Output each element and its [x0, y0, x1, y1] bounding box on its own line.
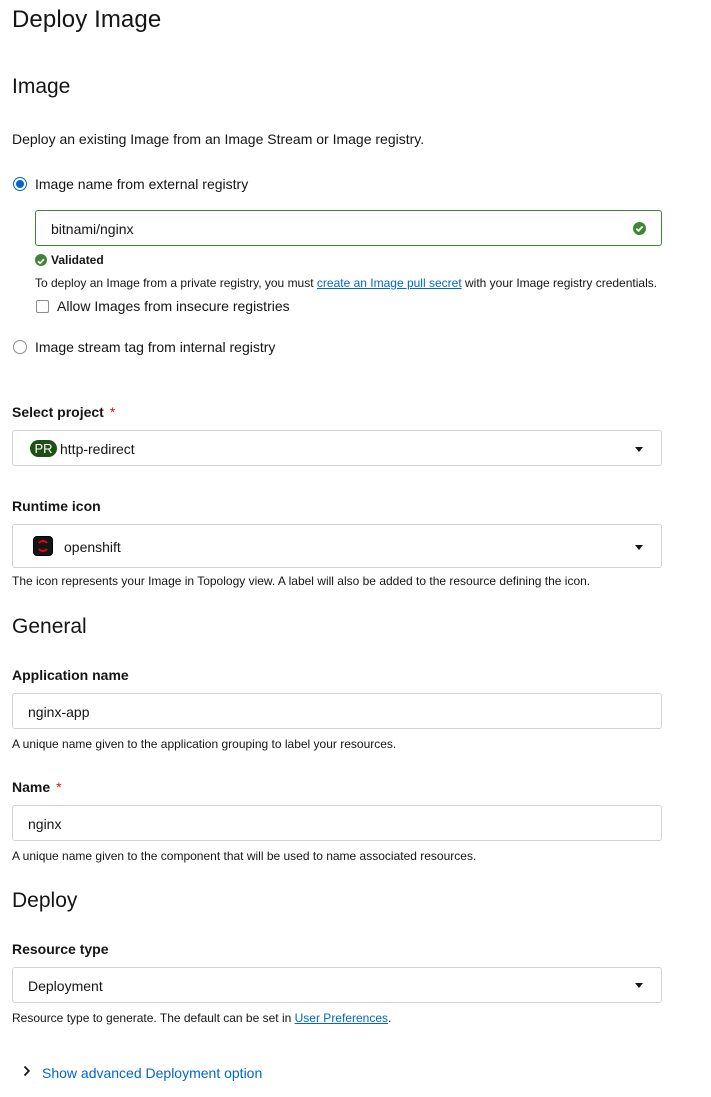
chevron-right-icon[interactable] — [22, 1064, 32, 1083]
application-name-input[interactable] — [12, 693, 662, 729]
internal-registry-radio[interactable] — [13, 340, 27, 354]
pull-secret-helper-suffix: with your Image registry credentials. — [461, 276, 658, 290]
name-helper: A unique name given to the component that will be used to name associated resources. — [12, 849, 477, 863]
runtime-icon-helper: The icon represents your Image in Topology view. A label will also be added to the resource defining the icon. — [12, 574, 591, 588]
name-label-text: Name — [12, 779, 51, 795]
project-badge: PR — [30, 440, 57, 457]
image-name-value[interactable]: bitnami/nginx — [51, 221, 134, 237]
chevron-down-icon[interactable] — [635, 447, 643, 452]
user-preferences-link[interactable]: User Preferences — [294, 1011, 389, 1025]
validated-check-icon — [633, 222, 646, 235]
application-name-helper: A unique name given to the application grouping to label your resources. — [12, 737, 397, 751]
application-name-value[interactable]: nginx-app — [28, 704, 90, 720]
required-mark: * — [109, 404, 116, 420]
pull-secret-helper — [35, 276, 657, 290]
project-select[interactable] — [12, 430, 662, 466]
application-name-label: Application name — [12, 667, 129, 683]
external-registry-radio[interactable] — [13, 177, 27, 191]
page-title: Deploy Image — [12, 6, 162, 33]
name-input[interactable] — [12, 805, 662, 841]
resource-type-select[interactable] — [12, 967, 662, 1003]
runtime-icon-select[interactable] — [12, 524, 662, 568]
openshift-icon — [33, 536, 53, 556]
resource-type-helper — [12, 1011, 391, 1025]
image-section-description: Deploy an existing Image from an Image Stream or Image registry. — [12, 131, 425, 147]
required-mark: * — [56, 779, 62, 795]
resource-type-helper-prefix: Resource type to generate. The default can be set in — [12, 1011, 295, 1025]
select-project-label-text: Select project — [12, 404, 104, 420]
name-label — [12, 779, 62, 795]
runtime-icon-label: Runtime icon — [12, 498, 101, 514]
validated-status-icon — [35, 254, 47, 266]
insecure-registries-checkbox[interactable] — [36, 300, 49, 313]
pull-secret-helper-prefix: To deploy an Image from a private registry, you must — [35, 276, 317, 290]
show-advanced-deployment-toggle[interactable]: Show advanced Deployment option — [42, 1065, 263, 1081]
internal-registry-radio-label[interactable]: Image stream tag from internal registry — [35, 339, 276, 355]
runtime-icon-value[interactable]: openshift — [64, 539, 121, 555]
chevron-down-icon[interactable] — [635, 983, 643, 988]
resource-type-value[interactable]: Deployment — [28, 978, 103, 994]
image-name-input[interactable] — [35, 210, 662, 246]
chevron-down-icon[interactable] — [635, 545, 643, 550]
deploy-section-heading: Deploy — [12, 889, 78, 912]
validated-text: Validated — [51, 253, 104, 267]
general-section-heading: General — [12, 615, 87, 638]
project-select-value[interactable]: http-redirect — [60, 441, 135, 457]
resource-type-helper-suffix: . — [388, 1011, 392, 1025]
image-section-heading: Image — [12, 75, 71, 98]
select-project-label — [12, 404, 115, 420]
external-registry-radio-label[interactable]: Image name from external registry — [35, 176, 249, 192]
insecure-registries-label[interactable]: Allow Images from insecure registries — [57, 298, 290, 314]
name-value[interactable]: nginx — [28, 816, 62, 832]
create-pull-secret-link[interactable]: create an Image pull secret — [316, 276, 462, 290]
resource-type-label: Resource type — [12, 941, 109, 957]
